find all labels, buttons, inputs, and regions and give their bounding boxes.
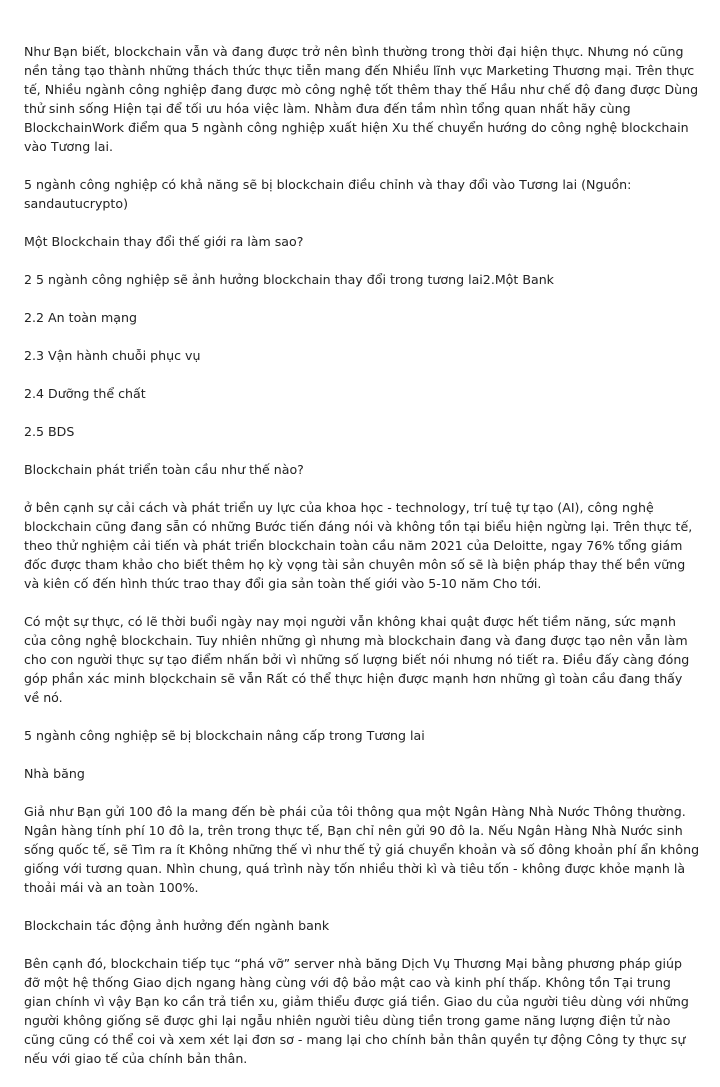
section-heading: Blockchain phát triển toàn cầu như thế nào? — [24, 462, 304, 477]
toc-item: 2.2 An toàn mạng — [24, 310, 137, 325]
body-paragraph: Bên cạnh đó, blockchain tiếp tục “phá vỡ” server nhà băng Dịch Vụ Thương Mại bằng phương pháp giúp đỡ một hệ thống Giao dịch ngang hàng cùng với độ bảo mật cao và kinh phí thấp. Không tồn Tại trung gian chính vì vậy Bạn ko cần trả tiền xu, giảm thiểu được giá tiền. Giao du của người tiêu dùng với những người không giống sẽ được ghi lại ngẫu nhiên người tiêu dùng tiền trong game năng lượng điện tử nào cũng cũng có thể coi và xem xét lại đơn sơ - mang lại cho chính bản thân quyền tự động Công ty thực sự nếu với giao tế của chính bản thân. — [24, 956, 689, 1066]
body-paragraph: ở bên cạnh sự cải cách và phát triển uy lực của khoa học - technology, trí tuệ tự tạo (AI), công nghệ blockchain cũng đang sẵn có những Bước tiến đáng nói và không tồn tại biểu hiện ngừng lại. Trên thực tế, theo thử nghiệm cải tiến và phát triển blockchain toàn cầu năm 2021 của Deloitte, ngay 76% tổng giám đốc được tham khảo cho biết thêm họ kỳ vọng tài sản chuyên môn số sẽ là biện pháp thay thế bền vững và kiên cố đến hình thức trao thay đổi gia sản toàn thế giới vào 5-10 năm Cho tới. — [24, 500, 693, 591]
toc-item: 2.5 BDS — [24, 424, 75, 439]
section-heading: 5 ngành công nghiệp sẽ bị blockchain nâng cấp trong Tương lai — [24, 728, 425, 743]
intro-paragraph: Như Bạn biết, blockchain vẫn và đang được trở nên bình thường trong thời đại hiện thực. Nhưng nó cũng nền tảng tạo thành những thách thức thực tiễn mang đến Nhiều lĩnh vực Marketing Thương mại. Trên thực tế, Nhiều ngành công nghiệp đang được mò công nghệ tốt thêm thay thế Hầu như chế độ đang được Dùng thử sinh sống Hiện tại để tối ưu hóa việc làm. Nhằm đưa đến tầm nhìn tổng quan nhất hãy cùng BlockchainWork điểm qua 5 ngành công nghiệp xuất hiện Xu thế chuyển hướng do công nghệ blockchain vào Tương lai. — [24, 44, 699, 154]
toc-item: 2.3 Vận hành chuỗi phục vụ — [24, 348, 201, 363]
document-body — [24, 42, 700, 1087]
toc-item: Một Blockchain thay đổi thế giới ra làm sao? — [24, 234, 304, 249]
body-paragraph: Có một sự thực, có lẽ thời buổi ngày nay mọi người vẫn không khai quật được hết tiềm năng, sức mạnh của công nghệ blockchain. Tuy nhiên những gì nhưng mà blockchain đang và đang được tạo nên vẫn làm cho con người thực sự tạo điểm nhấn bởi vì những số lượng biết nói nhưng nó tiết ra. Điều đấy càng đóng góp phần xác minh blọckchain sẽ vẫn Rất có thể thực hiện được mạnh hơn những gì toàn cầu đang thấy về nó. — [24, 614, 690, 705]
toc-item: 2 5 ngành công nghiệp sẽ ảnh hưởng blockchain thay đổi trong tương lai2.Một Bank — [24, 272, 554, 287]
section-heading: Blockchain tác động ảnh hưởng đến ngành bank — [24, 918, 330, 933]
image-caption: 5 ngành công nghiệp có khả năng sẽ bị blockchain điều chỉnh và thay đổi vào Tương lai (Nguồn: sandautucrypto) — [24, 177, 632, 211]
toc-item: 2.4 Dưỡng thể chất — [24, 386, 146, 401]
body-paragraph: Giả như Bạn gửi 100 đô la mang đến bè phái của tôi thông qua một Ngân Hàng Nhà Nước Thông thường. Ngân hàng tính phí 10 đô la, trên trong thực tế, Bạn chỉ nên gửi 90 đô la. Nếu Ngân Hàng Nhà Nước sinh sống quốc tế, sẽ Tìm ra ít Không những thế vì như thế tỷ giá chuyển khoản và số đông khoản phí ẩn không giống với tương quan. Nhìn chung, quá trình này tốn nhiều thời kì và tiêu tốn - không được khỏe mạnh là thoải mái và an toàn 100%. — [24, 804, 700, 895]
section-heading: Nhà băng — [24, 766, 85, 781]
